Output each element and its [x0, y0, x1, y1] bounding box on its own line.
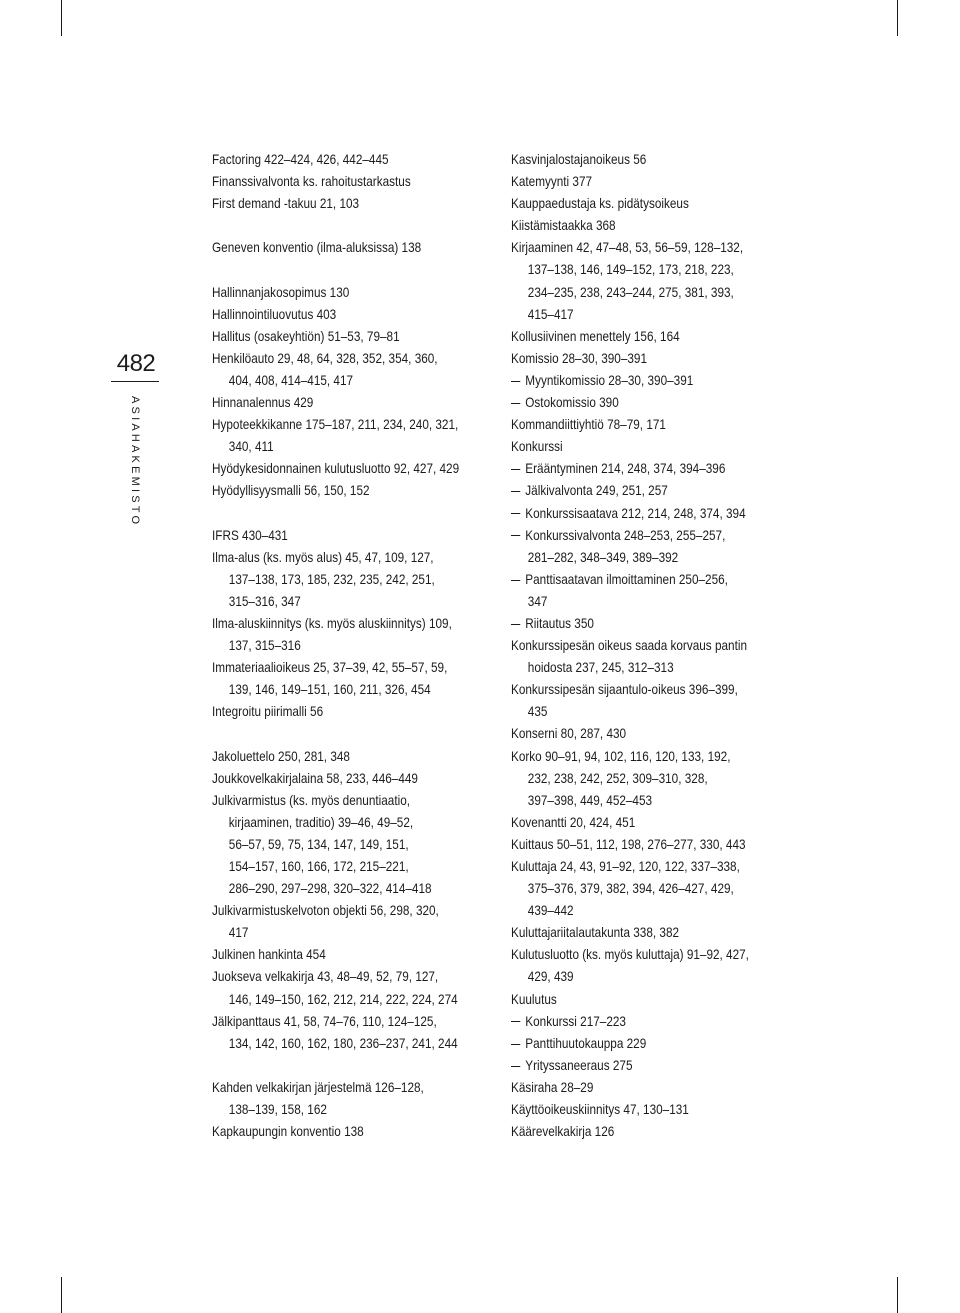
index-entry-text: Hyödyllisyysmalli 56, 150, 152	[212, 482, 370, 499]
index-entry	[212, 656, 447, 678]
index-entry	[212, 479, 447, 501]
page-number-rule	[111, 381, 159, 382]
index-entry-text: 439–442	[527, 902, 574, 919]
subentry-dash	[511, 535, 520, 536]
index-subentry	[511, 612, 746, 634]
index-entry-text: Myyntikomissio 28–30, 390–391	[525, 371, 694, 388]
index-entry	[212, 546, 447, 568]
index-entry	[212, 281, 447, 303]
index-entry	[212, 700, 447, 722]
index-entry	[511, 214, 746, 236]
subentry-dash	[511, 624, 520, 625]
index-entry	[511, 325, 746, 347]
index-entry-text: Henkilöauto 29, 48, 64, 328, 352, 354, 360,	[212, 349, 438, 366]
index-entry-text: 315–316, 347	[228, 592, 301, 609]
index-entry-text: 404, 408, 414–415, 417	[228, 371, 354, 388]
index-entry-text: Konkurssipesän sijaantulo-oikeus 396–399,	[511, 681, 738, 698]
index-entry-text: Kauppaedustaja ks. pidätysoikeus	[511, 195, 689, 212]
index-entry-text: Käärevelkakirja 126	[511, 1123, 615, 1140]
index-entry-text: Julkinen hankinta 454	[212, 946, 326, 963]
index-entry-continuation	[511, 789, 746, 811]
index-entry	[212, 413, 459, 435]
index-entry	[511, 148, 746, 170]
index-entry	[212, 192, 447, 214]
index-entry-text: 234–235, 238, 243–244, 275, 381, 393,	[527, 283, 734, 300]
index-subentry	[511, 1054, 746, 1076]
index-entry-text: Yrityssaneeraus 275	[525, 1056, 633, 1073]
index-entry	[212, 1010, 447, 1032]
index-entry	[212, 148, 447, 170]
index-entry-text: Kahden velkakirjan järjestelmä 126–128,	[212, 1078, 424, 1095]
crop-mark-top-right	[897, 0, 898, 36]
section-label: ASIAHAKEMISTO	[129, 396, 141, 528]
index-subentry	[511, 391, 746, 413]
index-entry-text: Komissio 28–30, 390–391	[511, 349, 648, 366]
index-spacer	[212, 214, 447, 236]
index-entry-text: Hallinnanjakosopimus 130	[212, 283, 350, 300]
index-entry-text: Ilma-alus (ks. myös alus) 45, 47, 109, 127,	[212, 548, 434, 565]
index-entry-continuation	[511, 590, 746, 612]
index-entry-text: 137–138, 173, 185, 232, 235, 242, 251,	[228, 570, 435, 587]
index-entry-text: Kapkaupungin konventio 138	[212, 1123, 364, 1140]
index-entry-text: Kiistämistaakka 368	[511, 217, 616, 234]
index-entry-text: Erääntyminen 214, 248, 374, 394–396	[525, 460, 726, 477]
crop-mark-bottom-left	[61, 1277, 62, 1313]
index-entry-text: Kuluttaja 24, 43, 91–92, 120, 122, 337–338,	[511, 858, 740, 874]
index-entry	[212, 943, 447, 965]
index-entry	[511, 347, 746, 369]
subentry-dash	[511, 381, 520, 382]
subentry-dash	[511, 1066, 520, 1067]
index-entry	[212, 524, 447, 546]
index-entry-text: Käsiraha 28–29	[511, 1078, 594, 1095]
index-entry-continuation	[511, 899, 746, 921]
index-subentry	[511, 568, 746, 590]
index-entry-text: Kirjaaminen 42, 47–48, 53, 56–59, 128–132,	[511, 239, 744, 256]
index-entry	[511, 634, 746, 656]
index-entry	[511, 921, 746, 943]
index-entry-text: Kulutusluotto (ks. myös kuluttaja) 91–92, 427,	[511, 946, 749, 963]
index-entry-text: 415–417	[527, 305, 574, 322]
index-entry-text: Hyödykesidonnainen kulutusluotto 92, 427, 429	[212, 460, 460, 477]
index-entry-text: First demand -takuu 21, 103	[212, 195, 360, 212]
index-entry-text: Kommandiittiyhtiö 78–79, 171	[511, 416, 666, 433]
subentry-dash	[511, 469, 520, 470]
index-entry-text: 429, 439	[527, 968, 574, 985]
index-subentry	[511, 479, 746, 501]
index-entry-text: Juokseva velkakirja 43, 48–49, 52, 79, 127,	[212, 968, 439, 985]
index-entry-text: Jakoluettelo 250, 281, 348	[212, 747, 350, 764]
index-entry-text: 56–57, 59, 75, 134, 147, 149, 151,	[228, 835, 409, 852]
subentry-dash	[511, 403, 520, 404]
index-entry-continuation	[511, 700, 746, 722]
index-entry-text: 286–290, 297–298, 320–322, 414–418	[228, 880, 432, 897]
index-entry	[212, 899, 447, 921]
index-entry-text: Hinnanalennus 429	[212, 394, 314, 411]
index-entry-continuation	[511, 965, 746, 987]
index-entry-text: Jälkipanttaus 41, 58, 74–76, 110, 124–125,	[212, 1012, 437, 1029]
index-entry	[212, 965, 447, 987]
index-entry-continuation	[212, 634, 447, 656]
index-entry-text: Integroitu piirimalli 56	[212, 703, 324, 720]
index-entry-text: Ilma-aluskiinnitys (ks. myös aluskiinnitys) 109,	[212, 614, 452, 631]
index-entry	[511, 170, 746, 192]
index-subentry	[511, 457, 746, 479]
index-entry	[212, 1076, 447, 1098]
index-spacer	[212, 258, 447, 280]
index-entry-continuation	[511, 303, 746, 325]
index-entry-text: Hallinnointiluovutus 403	[212, 305, 337, 322]
index-entry	[511, 855, 746, 877]
index-entry-text: Konkurssi 217–223	[525, 1012, 626, 1029]
index-column-right	[511, 148, 791, 1142]
index-entry	[511, 678, 746, 700]
index-entry-text: Korko 90–91, 94, 102, 116, 120, 133, 192,	[511, 747, 731, 764]
index-entry-text: IFRS 430–431	[212, 526, 288, 543]
index-entry	[212, 612, 452, 634]
index-entry-text: Riitautus 350	[525, 614, 594, 631]
index-entry	[212, 745, 447, 767]
index-entry-text: Immateriaalioikeus 25, 37–39, 42, 55–57, 59,	[212, 659, 448, 676]
index-entry-text: Finanssivalvonta ks. rahoitustarkastus	[212, 173, 411, 190]
index-entry-text: Kovenantti 20, 424, 451	[511, 813, 636, 830]
index-entry	[511, 1076, 746, 1098]
index-entry-text: Panttisaatavan ilmoittaminen 250–256,	[525, 570, 728, 587]
crop-mark-bottom-right	[897, 1277, 898, 1313]
index-entry-continuation	[212, 435, 447, 457]
index-entry-text: Kasvinjalostajanoikeus 56	[511, 151, 647, 167]
index-entry	[511, 413, 746, 435]
index-entry-text: Geneven konventio (ilma-aluksissa) 138	[212, 239, 422, 256]
index-entry-text: Julkivarmistuskelvoton objekti 56, 298, 320,	[212, 902, 439, 919]
index-entry-text: Ostokomissio 390	[525, 394, 619, 411]
index-entry-text: 139, 146, 149–151, 160, 211, 326, 454	[228, 681, 431, 698]
index-entry-text: Panttihuutokauppa 229	[525, 1034, 647, 1051]
index-entry-text: 347	[527, 592, 548, 609]
index-entry-text: Konkurssisaatava 212, 214, 248, 374, 394	[525, 504, 746, 521]
index-entry-continuation	[212, 855, 447, 877]
index-entry-continuation	[511, 258, 746, 280]
index-spacer	[212, 722, 447, 744]
index-entry-text: Kuittaus 50–51, 112, 198, 276–277, 330, 443	[511, 835, 746, 852]
subentry-dash	[511, 491, 520, 492]
index-entry	[511, 1098, 746, 1120]
index-entry-continuation	[212, 369, 447, 391]
index-entry-text: Hypoteekkikanne 175–187, 211, 234, 240, 321,	[212, 416, 459, 433]
index-subentry	[511, 1032, 746, 1054]
index-column-left	[212, 148, 492, 1142]
index-entry-continuation	[212, 1098, 447, 1120]
index-entry	[511, 745, 746, 767]
index-entry-text: 375–376, 379, 382, 394, 426–427, 429,	[527, 880, 734, 897]
subentry-dash	[511, 1044, 520, 1045]
index-entry	[511, 435, 746, 457]
index-entry-text: Konkurssivalvonta 248–253, 255–257,	[525, 526, 726, 543]
index-entry-text: 146, 149–150, 162, 212, 214, 222, 224, 274	[228, 990, 458, 1007]
index-entry	[511, 722, 746, 744]
index-entry-text: 154–157, 160, 166, 172, 215–221,	[228, 858, 409, 874]
index-spacer	[212, 502, 447, 524]
index-entry-continuation	[511, 877, 746, 899]
index-entry-text: Konkurssi	[511, 438, 563, 455]
index-subentry	[511, 502, 746, 524]
index-entry	[212, 236, 447, 258]
index-entry-continuation	[511, 656, 746, 678]
index-subentry	[511, 524, 746, 546]
index-entry-text: Jälkivalvonta 249, 251, 257	[525, 482, 668, 499]
index-entry-continuation	[212, 568, 447, 590]
index-entry	[212, 457, 460, 479]
index-entry-text: Hallitus (osakeyhtiön) 51–53, 79–81	[212, 327, 400, 344]
subentry-dash	[511, 580, 520, 581]
page-number: 482	[116, 350, 156, 377]
index-entry-text: Konkurssipesän oikeus saada korvaus pantin	[511, 637, 748, 654]
index-entry-continuation	[212, 811, 447, 833]
index-entry	[511, 833, 746, 855]
index-entry	[212, 391, 447, 413]
index-entry-text: 232, 238, 242, 252, 309–310, 328,	[527, 769, 708, 786]
index-entry	[511, 192, 746, 214]
index-entry	[511, 988, 746, 1010]
index-entry-text: 397–398, 449, 452–453	[527, 791, 653, 808]
index-entry-text: 137–138, 146, 149–152, 173, 218, 223,	[527, 261, 734, 278]
index-entry-text: Käyttöoikeuskiinnitys 47, 130–131	[511, 1101, 689, 1118]
index-entry-text: kirjaaminen, traditio) 39–46, 49–52,	[228, 813, 414, 830]
index-entry-continuation	[212, 988, 458, 1010]
index-subentry	[511, 1010, 746, 1032]
index-entry-text: Factoring 422–424, 426, 442–445	[212, 151, 389, 167]
subentry-dash	[511, 513, 520, 514]
index-entry-continuation	[212, 921, 447, 943]
index-entry	[212, 767, 447, 789]
index-entry-text: hoidosta 237, 245, 312–313	[527, 659, 674, 676]
index-entry-text: Kuluttajariitalautakunta 338, 382	[511, 924, 680, 941]
index-entry-text: 138–139, 158, 162	[228, 1101, 327, 1118]
index-entry-continuation	[212, 833, 447, 855]
index-entry-text: Katemyynti 377	[511, 173, 593, 190]
index-entry-text: Konserni 80, 287, 430	[511, 725, 627, 742]
index-entry-text: Kollusiivinen menettely 156, 164	[511, 327, 680, 344]
index-entry	[212, 170, 447, 192]
index-entry	[212, 347, 447, 369]
index-entry	[511, 236, 746, 258]
index-entry-text: 435	[527, 703, 548, 720]
index-entry-continuation	[212, 590, 447, 612]
index-entry	[212, 789, 447, 811]
index-entry-text: Julkivarmistus (ks. myös denuntiaatio,	[212, 791, 411, 808]
crop-mark-top-left	[61, 0, 62, 36]
subentry-dash	[511, 1021, 520, 1022]
index-entry	[511, 811, 746, 833]
index-entry-text: 137, 315–316	[228, 637, 301, 654]
index-entry-text: 281–282, 348–349, 389–392	[527, 548, 679, 565]
index-entry	[212, 303, 447, 325]
index-entry-continuation	[511, 767, 746, 789]
index-entry-continuation	[212, 678, 447, 700]
index-entry-continuation	[212, 877, 447, 899]
index-entry-text: 134, 142, 160, 162, 180, 236–237, 241, 244	[228, 1034, 458, 1051]
index-entry	[511, 1120, 746, 1142]
index-entry-continuation	[212, 1032, 458, 1054]
index-entry-continuation	[511, 546, 746, 568]
index-entry	[511, 943, 749, 965]
index-subentry	[511, 369, 746, 391]
index-entry	[212, 1120, 447, 1142]
index-entry	[212, 325, 447, 347]
index-spacer	[212, 1054, 447, 1076]
index-entry-text: 417	[228, 924, 249, 941]
index-entry-text: 340, 411	[228, 438, 274, 455]
index-entry-continuation	[511, 281, 746, 303]
index-entry-text: Kuulutus	[511, 990, 557, 1007]
index-entry-text: Joukkovelkakirjalaina 58, 233, 446–449	[212, 769, 418, 786]
